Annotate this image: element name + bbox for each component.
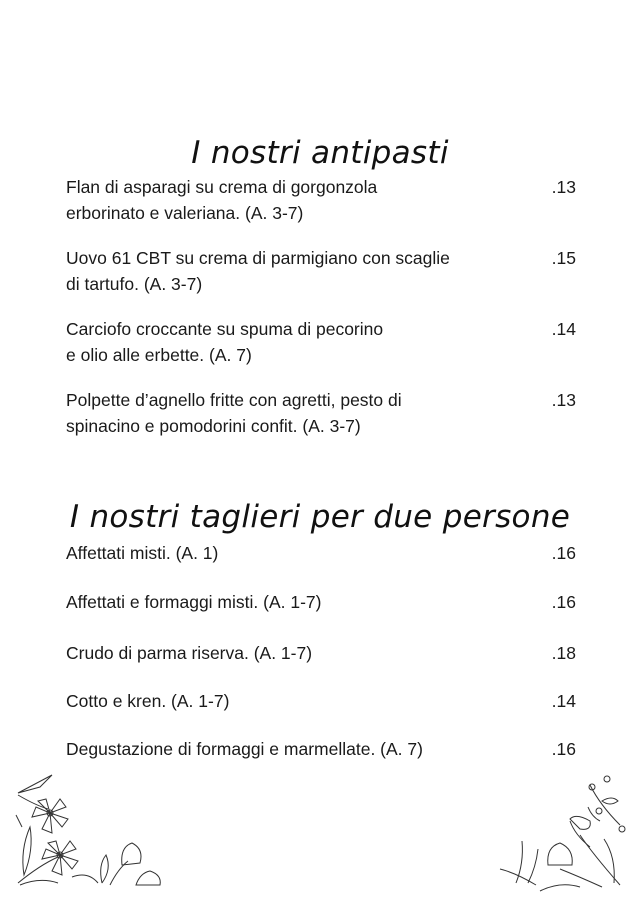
item-name: Polpette d’agnello fritte con agretti, pesto di spinacino e pomodorini confit. (A. 3-7): [66, 390, 402, 436]
section-title-antipasti: I nostri antipasti: [191, 134, 449, 171]
menu-item: [66, 688, 578, 714]
menu-item: [66, 387, 578, 439]
menu-item: [66, 540, 578, 566]
item-price: .16: [551, 543, 576, 563]
item-price: .15: [551, 248, 576, 268]
item-price: .14: [551, 691, 576, 711]
menu-item: [66, 245, 578, 297]
menu-item: [66, 174, 578, 226]
item-name: Uovo 61 CBT su crema di parmigiano con scaglie di tartufo. (A. 3-7): [66, 248, 450, 294]
item-name: Affettati misti. (A. 1): [66, 543, 219, 563]
item-name: Degustazione di formaggi e marmellate. (A. 7): [66, 739, 423, 759]
menu-item: [66, 640, 578, 666]
floral-decoration-left-icon: [0, 765, 180, 905]
menu-item: [66, 736, 578, 762]
menu-item: [66, 589, 578, 615]
section-title-taglieri: I nostri taglieri per due persone: [69, 498, 571, 535]
item-price: .14: [551, 319, 576, 339]
item-price: .13: [551, 177, 576, 197]
item-name: Flan di asparagi su crema di gorgonzola erborinato e valeriana. (A. 3-7): [66, 177, 378, 223]
item-name: Affettati e formaggi misti. (A. 1-7): [66, 592, 322, 612]
item-name: Crudo di parma riserva. (A. 1-7): [66, 643, 313, 663]
item-price: .13: [551, 390, 576, 410]
menu-item: [66, 316, 578, 368]
item-name: Carciofo croccante su spuma di pecorino e olio alle erbette. (A. 7): [66, 319, 384, 365]
floral-decoration-right-icon: [480, 765, 640, 905]
item-name: Cotto e kren. (A. 1-7): [66, 691, 230, 711]
item-price: .16: [551, 592, 576, 612]
item-price: .18: [551, 643, 576, 663]
item-price: .16: [551, 739, 576, 759]
